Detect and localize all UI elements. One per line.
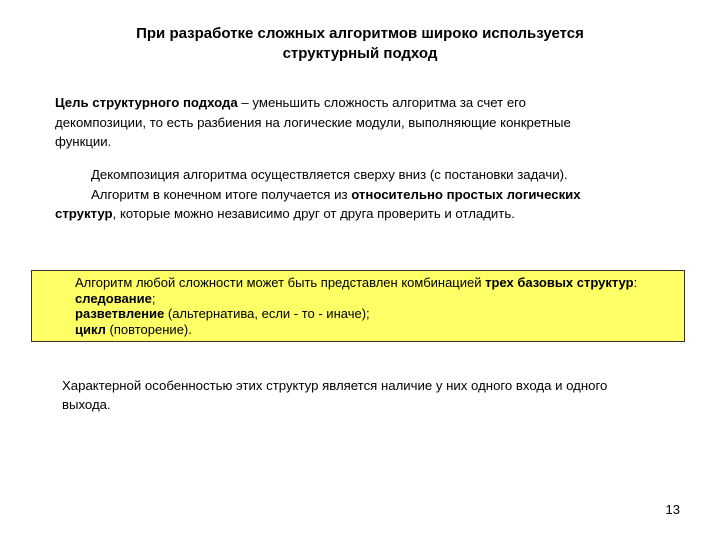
- decomposition-paragraph: [55, 165, 645, 224]
- structure-item-loop-rest: (повторение).: [105, 321, 192, 337]
- base-structures-intro: [75, 275, 685, 291]
- goal-paragraph: [55, 93, 635, 152]
- page-number: 13: [665, 502, 680, 517]
- structure-item-branch-rest: (альтернатива, если - то - иначе);: [164, 306, 370, 321]
- base-structures-intro-bold: трех базовых структур: [485, 275, 634, 290]
- slide-title: [80, 24, 640, 64]
- structure-item-sequence: [75, 291, 685, 307]
- feature-line-2: выхода.: [62, 397, 111, 412]
- goal-line-1: [55, 93, 635, 113]
- goal-line-2: декомпозиции, то есть разбиения на логические модули, выполняющие конкретные: [55, 114, 571, 130]
- structure-item-sequence-rest: ;: [151, 290, 156, 306]
- decomposition-line-3: [55, 204, 645, 224]
- structure-item-branch-term: разветвление: [75, 306, 165, 321]
- base-structures-intro-end: :: [633, 275, 638, 290]
- structure-item-sequence-term: следование: [75, 290, 152, 306]
- base-structures-intro-text: Алгоритм любой сложности может быть представлен комбинацией: [75, 275, 486, 290]
- structure-item-loop-term: цикл: [75, 321, 106, 337]
- title-line-2: структурный подход: [282, 45, 438, 62]
- decomposition-line-2-bold: относительно простых логических: [351, 186, 581, 202]
- base-structures-box: [31, 270, 685, 342]
- goal-line-1-rest: – уменьшить сложность алгоритма за счет его: [237, 95, 527, 110]
- decomposition-line-1-text: Декомпозиция алгоритма осуществляется сверху вниз (с постановки задачи).: [91, 167, 568, 182]
- structure-item-loop: [75, 322, 685, 338]
- title-line-1: При разработке сложных алгоритмов широко используется: [136, 25, 584, 42]
- goal-term: Цель структурного подхода: [55, 95, 238, 110]
- decomposition-line-2: [55, 185, 645, 205]
- goal-line-3: функции.: [55, 134, 112, 149]
- feature-line-1: Характерной особенностью этих структур является наличие у них одного входа и одного: [62, 378, 608, 393]
- decomposition-line-1: [55, 165, 645, 185]
- decomposition-line-3-text: , которые можно независимо друг от друга проверить и отладить.: [112, 206, 515, 221]
- structure-item-branch: [75, 306, 685, 322]
- decomposition-line-3-bold: структур: [55, 206, 113, 221]
- decomposition-line-2-text: Алгоритм в конечном итоге получается из: [91, 186, 352, 202]
- feature-paragraph: [62, 376, 662, 414]
- base-structures-text: [75, 275, 685, 337]
